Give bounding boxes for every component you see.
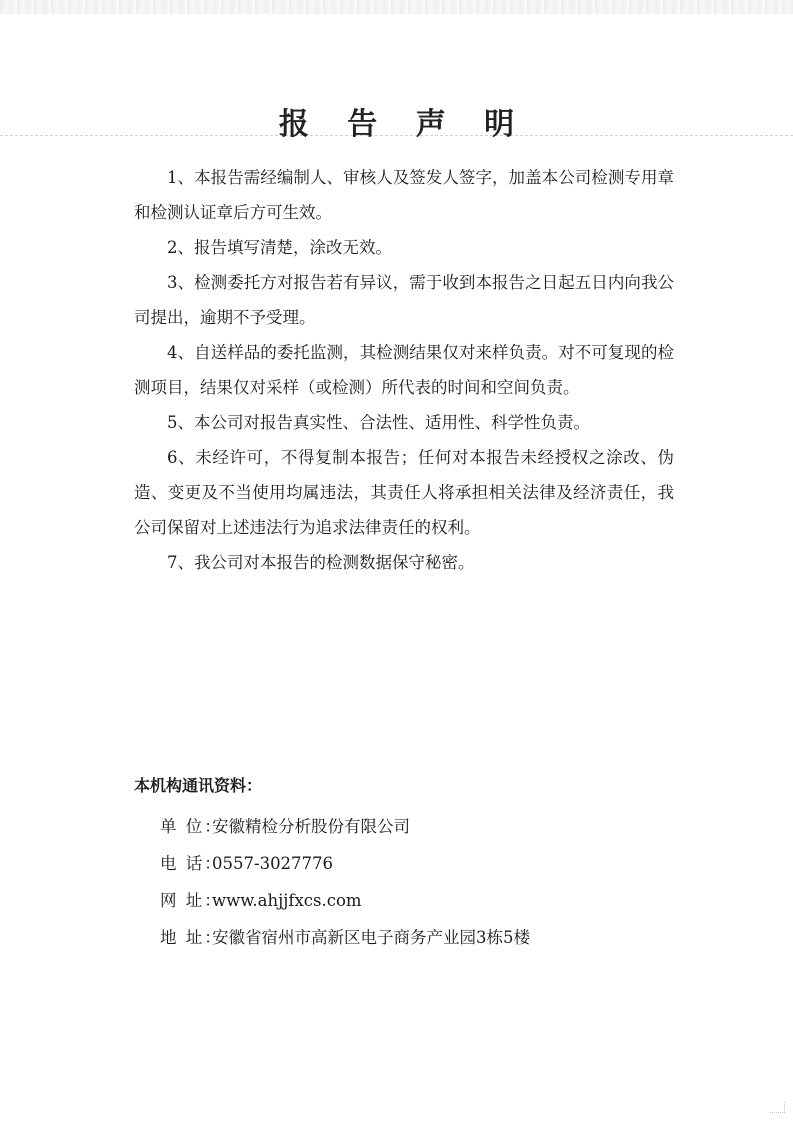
contact-label: 地 址：	[160, 928, 223, 947]
statement-item: 4、自送样品的委托监测，其检测结果仅对来样负责。对不可复现的检测项目，结果仅对采样（或检测）所代表的时间和空间负责。	[134, 343, 674, 397]
contact-label: 单 位：	[160, 817, 223, 836]
statement-item: 2、报告填写清楚，涂改无效。	[167, 238, 392, 257]
statement-list	[134, 160, 674, 580]
scan-artifact-top	[0, 0, 793, 14]
contact-row-phone	[160, 845, 530, 882]
statement-item: 1、本报告需经编制人、审核人及签发人签字，加盖本公司检测专用章和检测认证章后方可生效。	[134, 168, 674, 222]
scan-corner-mark	[770, 1102, 785, 1113]
contact-heading: 本机构通讯资料：	[134, 776, 263, 795]
contact-value-address: 安徽省宿州市高新区电子商务产业园3栋5楼	[212, 928, 530, 947]
contact-value-website: www.ahjjfxcs.com	[212, 891, 362, 910]
statement-item: 3、检测委托方对报告若有异议，需于收到本报告之日起五日内向我公司提出，逾期不予受理。	[134, 273, 674, 327]
contact-value-phone: 0557-3027776	[212, 854, 334, 873]
contact-list	[160, 808, 530, 956]
page-title: 报 告 声 明	[278, 107, 529, 142]
statement-item: 5、本公司对报告真实性、合法性、适用性、科学性负责。	[167, 413, 590, 432]
contact-value-unit: 安徽精检分析股份有限公司	[212, 817, 410, 836]
contact-label: 电 话：	[160, 854, 223, 873]
contact-row-address	[160, 919, 530, 956]
statement-item: 6、未经许可，不得复制本报告；任何对本报告未经授权之涂改、伪造、变更及不当使用均属违法，其责任人将承担相关法律及经济责任，我公司保留对上述违法行为追求法律责任的权利。	[134, 448, 674, 537]
contact-row-unit	[160, 808, 530, 845]
contact-row-website	[160, 882, 530, 919]
contact-label: 网 址：	[160, 891, 223, 910]
statement-item: 7、我公司对本报告的检测数据保守秘密。	[167, 553, 475, 572]
